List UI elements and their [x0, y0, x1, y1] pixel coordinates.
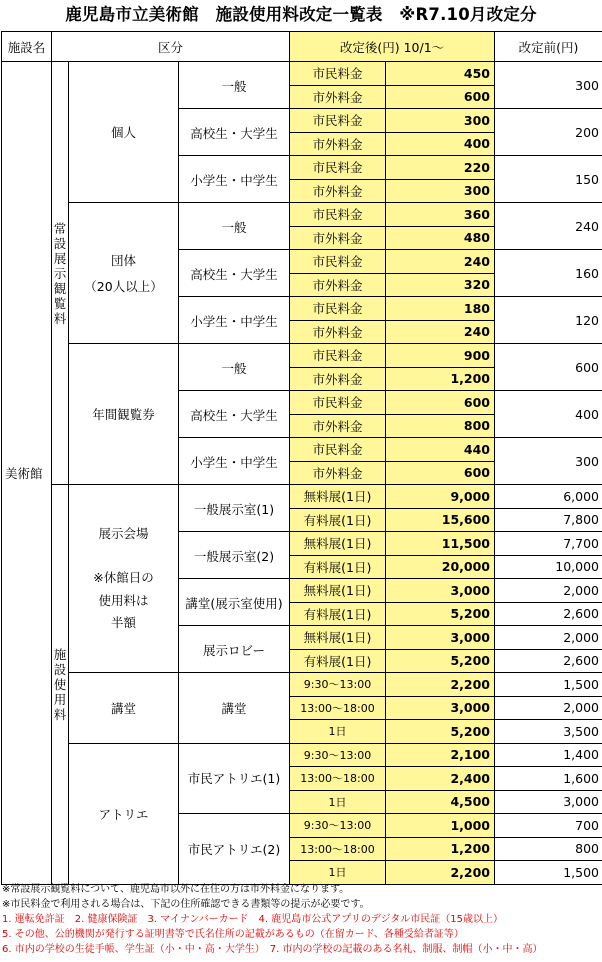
fee-type-label: 市外料金	[290, 85, 386, 109]
new-fee-value: 2,200	[386, 861, 495, 885]
fee-type-label: 無料展(1日)	[290, 579, 386, 603]
fee-type-label: 市外料金	[290, 179, 386, 203]
group-name	[69, 203, 179, 344]
group-name: アトリエ	[69, 743, 179, 884]
old-fee-value: 7,700	[495, 532, 602, 556]
room-name: 市民アトリエ(2)	[179, 814, 290, 885]
note-line: ※常設展示観覧料について、鹿児島市以外に在住の方は市外料金になります。	[2, 884, 350, 895]
old-fee-value: 1,500	[495, 861, 602, 885]
new-fee-value: 1,200	[386, 367, 495, 391]
new-fee-value: 2,200	[386, 673, 495, 697]
old-fee-value: 3,000	[495, 790, 602, 814]
group-note: ※休館日の	[93, 570, 154, 585]
header-row	[2, 32, 602, 62]
time-slot-label: 9:30〜13:00	[290, 673, 386, 697]
new-fee-value: 600	[386, 85, 495, 109]
tier-name: 一般	[179, 62, 290, 109]
group-label: 展示会場	[98, 525, 149, 541]
vertical-label: 常 設 展 示 観 覧 料	[52, 62, 69, 485]
fee-type-label: 市外料金	[290, 461, 386, 485]
new-fee-value: 15,600	[386, 508, 495, 532]
fee-type-label: 市民料金	[290, 438, 386, 462]
new-fee-value: 11,500	[386, 532, 495, 556]
room-name: 一般展示室(2)	[179, 532, 290, 579]
table-row	[2, 62, 602, 86]
old-fee-value: 200	[495, 109, 602, 156]
new-fee-value: 600	[386, 461, 495, 485]
time-slot-label: 13:00〜18:00	[290, 696, 386, 720]
tier-name: 高校生・大学生	[179, 250, 290, 297]
fee-type-label: 市民料金	[290, 391, 386, 415]
header-before: 改定前(円)	[495, 32, 602, 62]
group-label: 個人	[110, 125, 136, 140]
tier-name: 小学生・中学生	[179, 156, 290, 203]
old-fee-value: 240	[495, 203, 602, 250]
old-fee-value: 2,000	[495, 579, 602, 603]
old-fee-value: 2,000	[495, 696, 602, 720]
old-fee-value: 6,000	[495, 485, 602, 509]
time-slot-label: 1日	[290, 861, 386, 885]
new-fee-value: 400	[386, 132, 495, 156]
table-row	[2, 203, 602, 227]
room-name: 講堂(展示室使用)	[179, 579, 290, 626]
new-fee-value: 5,200	[386, 720, 495, 744]
fee-type-label: 市外料金	[290, 414, 386, 438]
new-fee-value: 240	[386, 250, 495, 274]
vertical-label: 施 設 使 用 料	[52, 485, 69, 885]
new-fee-value: 600	[386, 391, 495, 415]
note-line: 6. 市内の学校の生徒手帳、学生証（小・中・高・大学生） 7. 市内の学校の記載のある名札、制服、制帽（小・中・高）	[2, 944, 543, 955]
new-fee-value: 300	[386, 109, 495, 133]
old-fee-value: 800	[495, 837, 602, 861]
group-name: 講堂	[69, 673, 179, 744]
note-line: ※市民料金で利用される場合は、下記の住所確認できる書類等の提示が必要です。	[2, 899, 370, 910]
time-slot-label: 9:30〜13:00	[290, 743, 386, 767]
fee-type-label: 市民料金	[290, 297, 386, 321]
time-slot-label: 13:00〜18:00	[290, 767, 386, 791]
fee-type-label: 市民料金	[290, 250, 386, 274]
fee-type-label: 市外料金	[290, 273, 386, 297]
new-fee-value: 300	[386, 179, 495, 203]
new-fee-value: 900	[386, 344, 495, 368]
new-fee-value: 4,500	[386, 790, 495, 814]
fee-type-label: 有料展(1日)	[290, 602, 386, 626]
new-fee-value: 3,000	[386, 579, 495, 603]
fee-type-label: 有料展(1日)	[290, 649, 386, 673]
new-fee-value: 3,000	[386, 626, 495, 650]
group-sublabel: （20人以上）	[84, 279, 163, 294]
time-slot-label: 9:30〜13:00	[290, 814, 386, 838]
header-category: 区分	[52, 32, 290, 62]
new-fee-value: 450	[386, 62, 495, 86]
new-fee-value: 1,000	[386, 814, 495, 838]
tier-name: 高校生・大学生	[179, 391, 290, 438]
old-fee-value: 2,600	[495, 602, 602, 626]
fee-type-label: 市民料金	[290, 109, 386, 133]
room-name: 一般展示室(1)	[179, 485, 290, 532]
new-fee-value: 800	[386, 414, 495, 438]
table-row	[2, 485, 602, 509]
new-fee-value: 320	[386, 273, 495, 297]
fee-type-label: 市外料金	[290, 367, 386, 391]
fee-type-label: 市民料金	[290, 156, 386, 180]
new-fee-value: 2,100	[386, 743, 495, 767]
fee-type-label: 市外料金	[290, 132, 386, 156]
fee-type-label: 市民料金	[290, 62, 386, 86]
tier-name: 高校生・大学生	[179, 109, 290, 156]
new-fee-value: 440	[386, 438, 495, 462]
room-name: 市民アトリエ(1)	[179, 743, 290, 814]
fee-type-label: 有料展(1日)	[290, 555, 386, 579]
old-fee-value: 150	[495, 156, 602, 203]
fee-type-label: 有料展(1日)	[290, 508, 386, 532]
old-fee-value: 2,000	[495, 626, 602, 650]
new-fee-value: 3,000	[386, 696, 495, 720]
new-fee-value: 240	[386, 320, 495, 344]
group-note: 半額	[110, 615, 136, 630]
facility-name: 美術館	[2, 62, 52, 885]
group-name	[69, 485, 179, 673]
fee-type-label: 市民料金	[290, 203, 386, 227]
tier-name: 一般	[179, 344, 290, 391]
new-fee-value: 180	[386, 297, 495, 321]
group-label: 団体	[110, 253, 136, 268]
note-line: 1. 運転免許証 2. 健康保険証 3. マイナンバーカード 4. 鹿児島市公式アプリのデジタル市民証（15歳以上）	[2, 914, 504, 925]
old-fee-value: 2,600	[495, 649, 602, 673]
new-fee-value: 1,200	[386, 837, 495, 861]
fee-type-label: 市民料金	[290, 344, 386, 368]
header-after: 改定後(円) 10/1〜	[290, 32, 495, 62]
page-title: 鹿児島市立美術館 施設使用料改定一覧表 ※R7.10月改定分	[65, 5, 537, 24]
old-fee-value: 400	[495, 391, 602, 438]
time-slot-label: 1日	[290, 790, 386, 814]
new-fee-value: 5,200	[386, 602, 495, 626]
table-row	[2, 673, 602, 697]
new-fee-value: 220	[386, 156, 495, 180]
fee-table	[1, 31, 602, 885]
group-label: 年間観覧券	[92, 407, 155, 422]
table-row	[2, 344, 602, 368]
room-name: 講堂	[179, 673, 290, 744]
old-fee-value: 600	[495, 344, 602, 391]
old-fee-value: 1,400	[495, 743, 602, 767]
old-fee-value: 1,500	[495, 673, 602, 697]
group-name	[69, 62, 179, 203]
group-name	[69, 344, 179, 485]
note-line: 5. その他、公的機関が発行する証明書等で氏名住所の記載があるもの（在留カード、各種受給者証等）	[2, 929, 464, 940]
old-fee-value: 700	[495, 814, 602, 838]
old-fee-value: 120	[495, 297, 602, 344]
new-fee-value: 480	[386, 226, 495, 250]
new-fee-value: 360	[386, 203, 495, 227]
fee-type-label: 無料展(1日)	[290, 532, 386, 556]
old-fee-value: 7,800	[495, 508, 602, 532]
old-fee-value: 160	[495, 250, 602, 297]
tier-name: 小学生・中学生	[179, 438, 290, 485]
old-fee-value: 300	[495, 62, 602, 109]
time-slot-label: 13:00〜18:00	[290, 837, 386, 861]
fee-type-label: 市外料金	[290, 320, 386, 344]
room-name: 展示ロビー	[179, 626, 290, 673]
new-fee-value: 9,000	[386, 485, 495, 509]
tier-name: 小学生・中学生	[179, 297, 290, 344]
fee-type-label: 無料展(1日)	[290, 485, 386, 509]
old-fee-value: 3,500	[495, 720, 602, 744]
time-slot-label: 1日	[290, 720, 386, 744]
fee-type-label: 市外料金	[290, 226, 386, 250]
tier-name: 一般	[179, 203, 290, 250]
new-fee-value: 2,400	[386, 767, 495, 791]
old-fee-value: 10,000	[495, 555, 602, 579]
header-facility: 施設名	[2, 32, 52, 62]
new-fee-value: 20,000	[386, 555, 495, 579]
new-fee-value: 5,200	[386, 649, 495, 673]
old-fee-value: 1,600	[495, 767, 602, 791]
old-fee-value: 300	[495, 438, 602, 485]
group-note: 使用料は	[98, 592, 149, 608]
fee-type-label: 無料展(1日)	[290, 626, 386, 650]
table-row	[2, 743, 602, 767]
notes	[2, 882, 602, 957]
